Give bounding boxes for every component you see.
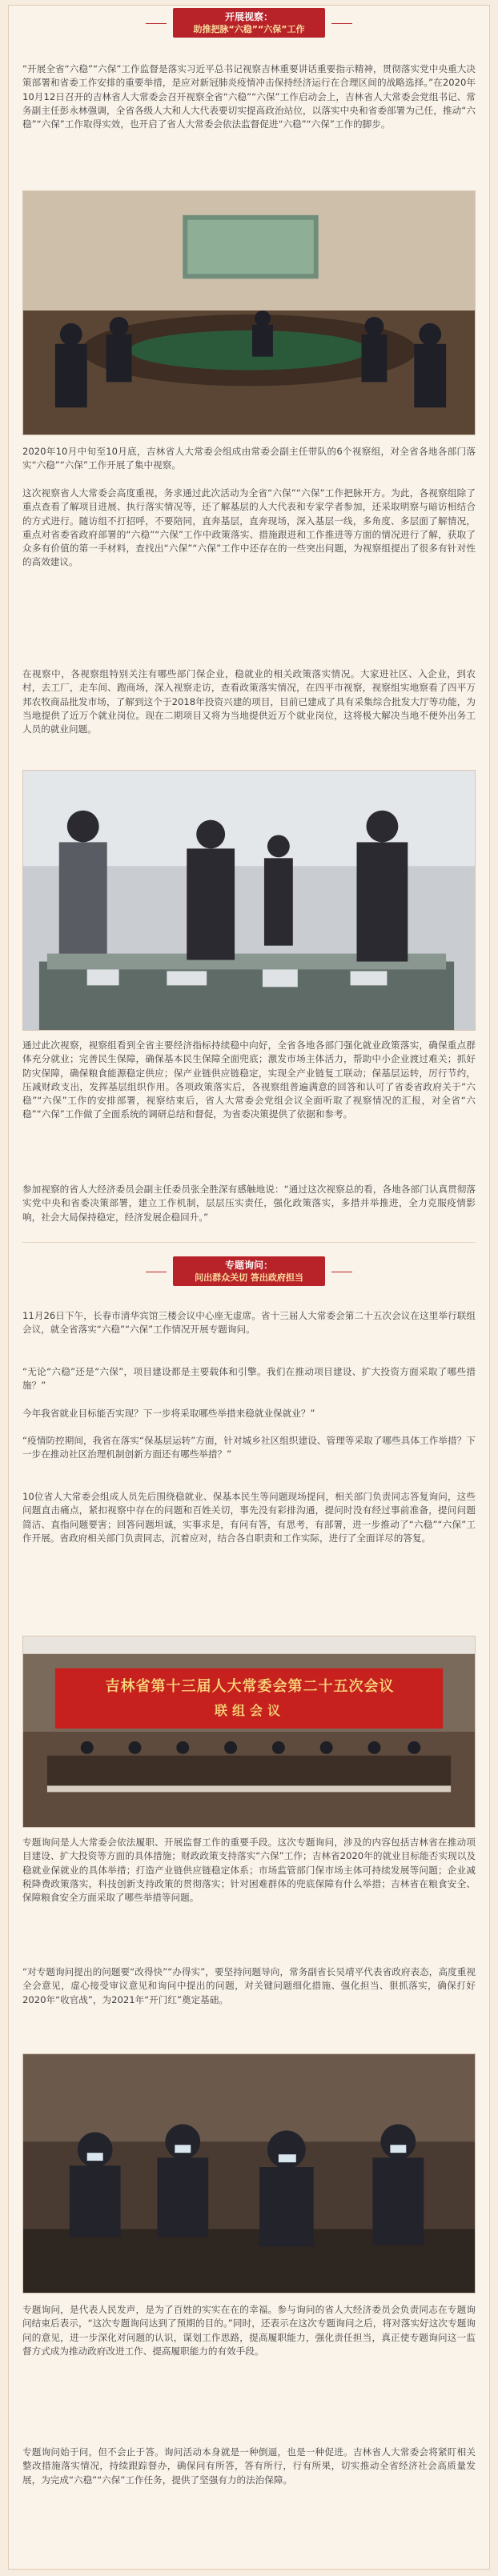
section2-banner [173,1256,325,1286]
joint-meeting-photo [22,1636,476,1828]
section1-paragraph-4: 在视察中，各视察组特别关注有哪些部门保企业，稳就业的相关政策落实情况。大家进社区、入企业，到农村，去工厂，走车间、跑商场，深入视察走访，查看政策落实情况，在四平市视察，视察组实地察看了四平万邦农牧商品批发市场，了解到这个于2018年投资兴建的项目，目前已建成了具有采集综合批发大厅等功能，为当地提供了近万个就业岗位。现在二期项目又将为当地提供近万个就业岗位，这将极大解决当地不便外出务工人员的就业问题。 [22,668,476,735]
section2-paragraph-6: 专题询问是人大常委会依法履职、开展监督工作的重要手段。这次专题询问，涉及的内容包括吉林省在推动项目建设、扩大投资等方面的具体措施；财政政策支持落实“六保”工作；吉林省2020年的就业目标能否实现以及稳就业保就业的具体举措；打造产业链供应链稳定体系；市场监管部门保市场主体可持续发展等问题；企业减税降费政策落实，科技创新支持政策的贯彻落实；针对困难群体的兜底保障有什么举措；吉林省在粮食安全、保障粮食安全方面采取了哪些举措等问题。 [22,1837,476,1904]
section1-paragraph-5: 通过此次视察，视察组看到全省主要经济指标持续稳中向好，全省各地各部门强化就业政策落实，确保重点群体充分就业；完善民生保障，确保基本民生保障全面兜底；激发市场主体活力，帮助中小企业渡过难关；抓好防灾保障，确保粮食能源稳定供应；保产业链供应链稳定，实现全产业链复工联动；保基层运转，厉行节约，压减财政支出，发挥基层组织作用。各项政策落实后，各视察组普遍满意的回答和认可了省委省政府关于“六稳”“六保”工作的安排部署，视察结束后，省人大常委会党组会议全面听取了视察情况的汇报，对全省“六稳”“六保”工作做了全面系统的调研总结和督促，为省委决策提供了依据和参考。 [22,1040,476,1120]
section2-paragraph-3: 今年我省就业目标能否实现？下一步将采取哪些举措来稳就业保就业？” [22,1408,315,1419]
meeting-room-photo [22,190,476,435]
section1-paragraph-1: “开展全省“六稳”“六保”工作监督是落实习近平总书记视察吉林重要讲话重要指示精神，贯彻落实党中央重大决策部署和省委工作安排的重要举措，是应对新冠肺炎疫情冲击保持经济运行在合理区间的战略选择。”在2020年10月12日召开的吉林省人大常委会召开视察全省“六稳”“六保”工作启动会上，吉林省人大常委会党组书记、常务副主任彭永林强调，全省各级人大和人大代表要切实提高政治站位，以落实中央和省委部署为己任，推动“六稳”“六保”工作取得实效，也开启了省人大常委会依法监督促进“六稳”“六保”工作的脚步。 [22,63,476,130]
section1-title: 开展视察： [224,11,273,22]
section2-subtitle: 问出群众关切 答出政府担当 [195,1272,303,1283]
section1-paragraph-6: 参加视察的省人大经济委员会副主任委员张全胜深有感触地说：“通过这次视察总的看，各地各部门认真贯彻落实党中央和省委决策部署，建立工作机制，层层压实责任，强化政策落实，多措并举推进，全力克服疫情影响，社会大局保持稳定，经济发展企稳回升。” [22,1184,476,1223]
section2-paragraph-7: “对专题询问提出的问题要“改得快”“办得实”，要坚持问题导向，常务副省长吴靖平代表省政府表态，高度重视全会意见，虚心接受审议意见和询问中提出的问题，对关键问题细化措施、强化担当、狠抓落实，确保打好2020年“收官战”，为2021年“开门红”奠定基础。 [22,1966,476,2005]
section2-paragraph-5: 10位省人大常委会组成人员先后围绕稳就业、保基本民生等问题现场提问，相关部门负责同志答复询问，这些问题直击痛点，紧扣视察中存在的问题和百姓关切，事先没有彩排沟通，提问时没有经过事前准备，提问问题简洁、直指问题要害；回答问题坦诚，实事求是，有问有答，有思考，有部署，进一步推动了“六稳”“六保”工作开展。省政府相关部门负责同志，沉着应对，结合各自职责和工作实际，进行了全面详尽的答复。 [22,1491,476,1544]
section1-banner [173,8,325,38]
attendees-photo [22,2053,476,2294]
section-divider [22,1242,476,1243]
section2-paragraph-4: “疫情防控期间，我省在落实“保基层运转”方面，针对城乡社区组织建设、管理等采取了哪些具体工作举措？下一步在推动社区治理机制创新方面还有哪些举措？” [22,1435,476,1460]
section1-paragraph-2: 2020年10月中旬至10月底，吉林省人大常委会组成由常委会副主任带队的6个视察组，对全省各地各部门落实“六稳”“六保”工作开展了集中视察。 [22,446,476,471]
section2-paragraph-2: “无论“六稳”还是“六保”，项目建设都是主要载体和引擎。我们在推动项目建设、扩大投资方面采取了哪些措施？” [22,1366,476,1392]
section1-paragraph-3: 这次视察省人大常委会高度重视，务求通过此次活动为全省“六保”“六保”工作把脉开方。为此，各视察组除了重点查看了解项目进展、执行落实情况等，还了解基层的人大代表和专家学者参加，还采取明察与暗访相结合的方式进行。随访组不打招呼，不要陪同，直奔基层，直奔现场，深入基层一线，多角度、多层面了解情况，重点对省委省政府部署的“六稳”“六保”工作中政策落实、措施跟进和工作推进等方面的情况进行了解，获取了众多有价值的第一手材料，查找出“六保”“六保”工作中还存在的一些突出问题，为视察组提出了很多有针对性的高效建议。 [22,487,476,568]
factory-visit-photo [22,770,476,1031]
section2-paragraph-8: 专题询问，是代表人民发声，是为了百姓的实实在在的幸福。参与询问的省人大经济委员会负责同志在专题询问结束后表示，“这次专题询问达到了预期的目的。”同时，还表示在这次专题询问之后，将对落实好这次专题询问的意见，进一步深化对问题的认识，谋划工作思路，提高履职能力，强化责任担当，真正使专题询问这一监督方式成为推动政府改进工作、提高履职能力的有效手段。 [22,2304,476,2357]
meeting-banner-text: 吉林省第十三届人大常委会第二十五次会议 [105,1678,395,1695]
section2-title: 专题询问： [224,1260,273,1271]
section2-paragraph-9: 专题询问始于问，但不会止于答。询问活动本身就是一种倒逼，也是一种促进。吉林省人大常委会将紧盯相关整改措施落实情况，持续跟踪督办，确保问有所答，答有所行，行有所果，切实推动全省经济社会高质量发展，为完成“六稳”“六保”工作任务，提供了坚强有力的法治保障。 [22,2446,476,2486]
section1-subtitle: 助推把脉“六稳”“六保”工作 [193,24,305,34]
meeting-banner-sub: 联组会议 [214,1703,285,1718]
section2-paragraph-1: 11月26日下午，长春市清华宾馆三楼会议中心座无虚席。省十三届人大常委会第二十五次会议在这里举行联组会议，就全省落实“六稳”“六保”工作情况开展专题询问。 [22,1310,476,1336]
